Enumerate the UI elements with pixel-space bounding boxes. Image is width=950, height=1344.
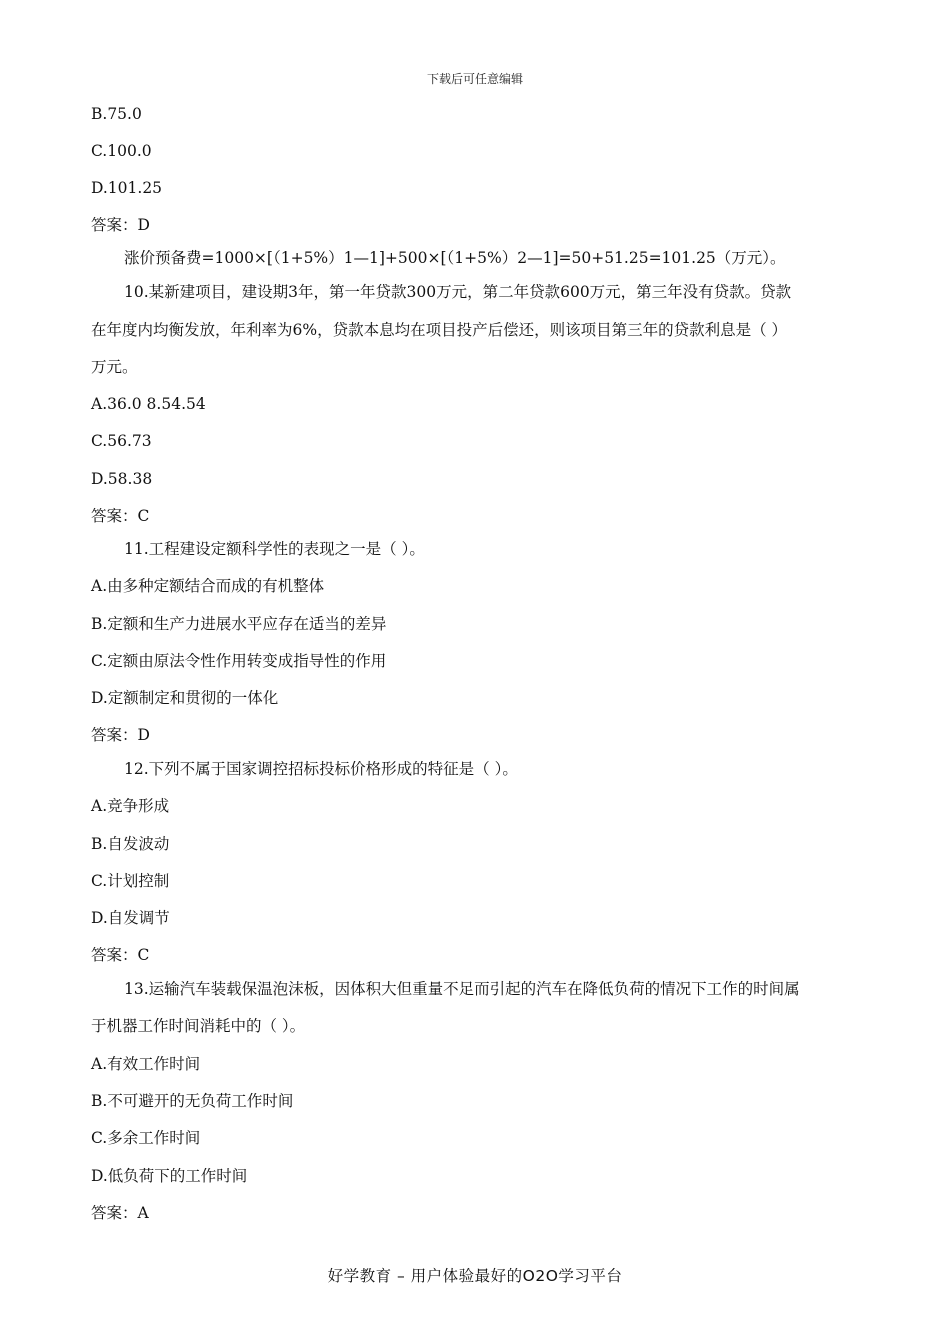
q9-explanation: 涨价预备费=1000×[（1+5%）1—1]+500×[（1+5%）2—1]=50+51.25=101.25（万元）。 <box>124 249 786 267</box>
q11-option-b: B.定额和生产力进展水平应存在适当的差异 <box>91 615 387 633</box>
q11-question: 11.工程建设定额科学性的表现之一是（ ）。 <box>124 540 425 558</box>
q11-option-d: D.定额制定和贯彻的一体化 <box>91 689 279 707</box>
q12-option-c: C.计划控制 <box>91 872 170 890</box>
q9-option-d: D.101.25 <box>91 179 163 197</box>
q11-option-c: C.定额由原法令性作用转变成指导性的作用 <box>91 652 387 670</box>
q12-option-a: A.竞争形成 <box>91 797 170 815</box>
q12-answer: 答案：C <box>91 946 150 964</box>
q10-question-line2: 在年度内均衡发放，年利率为6%，贷款本息均在项目投产后偿还，则该项目第三年的贷款利息是（ ） <box>91 321 788 339</box>
q13-question-line2: 于机器工作时间消耗中的（ ）。 <box>91 1017 306 1035</box>
q12-question: 12.下列不属于国家调控招标投标价格形成的特征是（ ）。 <box>124 760 518 778</box>
q13-answer: 答案：A <box>91 1204 149 1222</box>
q10-question-line1: 10.某新建项目，建设期3年，第一年贷款300万元，第二年贷款600万元，第三年没有贷款。贷款 <box>124 283 792 301</box>
q9-answer: 答案：D <box>91 216 150 234</box>
header-note: 下载后可任意编辑 <box>426 72 523 86</box>
q10-option-d: D.58.38 <box>91 470 153 488</box>
q12-option-b: B.自发波动 <box>91 835 170 853</box>
q9-option-b: B.75.0 <box>91 105 142 123</box>
q9-option-c: C.100.0 <box>91 142 152 160</box>
q11-option-a: A.由多种定额结合而成的有机整体 <box>91 577 325 595</box>
q13-option-a: A.有效工作时间 <box>91 1055 201 1073</box>
footer-text: 好学教育 – 用户体验最好的O2O学习平台 <box>327 1267 623 1285</box>
q10-answer: 答案：C <box>91 507 150 525</box>
q13-question-line1: 13.运输汽车装载保温泡沫板，因体积大但重量不足而引起的汽车在降低负荷的情况下工作的时间属 <box>124 980 800 998</box>
q10-question-line3: 万元。 <box>91 358 138 376</box>
q12-option-d: D.自发调节 <box>91 909 170 927</box>
q13-option-b: B.不可避开的无负荷工作时间 <box>91 1092 294 1110</box>
q13-option-d: D.低负荷下的工作时间 <box>91 1167 248 1185</box>
q10-option-ab: A.36.0 8.54.54 <box>91 395 206 413</box>
q13-option-c: C.多余工作时间 <box>91 1129 201 1147</box>
q11-answer: 答案：D <box>91 726 150 744</box>
q10-option-c: C.56.73 <box>91 432 152 450</box>
